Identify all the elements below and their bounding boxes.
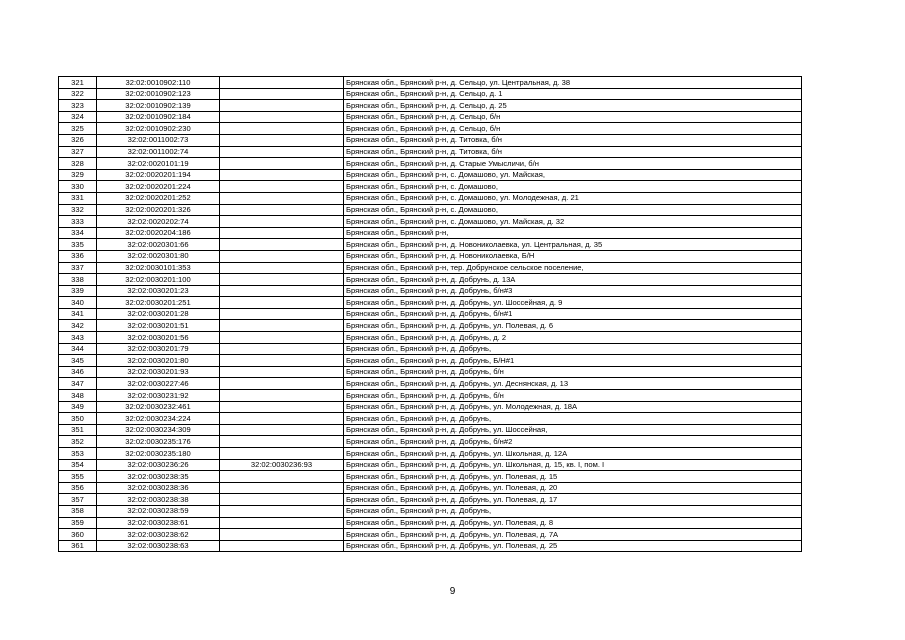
related-cadastral-number-cell [220,123,344,135]
address-cell: Брянская обл., Брянский р-н, д. Титовка, б/н [344,134,802,146]
related-cadastral-number-cell [220,343,344,355]
row-number-cell: 338 [59,274,97,286]
cadastral-number-cell: 32:02:0020204:186 [97,227,220,239]
address-cell: Брянская обл., Брянский р-н, д. Добрунь, д. 2 [344,332,802,344]
address-cell: Брянская обл., Брянский р-н, д. Старые Умысличи, б/н [344,158,802,170]
cadastral-number-cell: 32:02:0030201:56 [97,332,220,344]
related-cadastral-number-cell: 32:02:0030236:93 [220,459,344,471]
table-row [59,192,802,204]
related-cadastral-number-cell [220,239,344,251]
cadastral-number-cell: 32:02:0030201:251 [97,297,220,309]
address-cell: Брянская обл., Брянский р-н, д. Добрунь, [344,505,802,517]
address-cell: Брянская обл., Брянский р-н, д. Добрунь, д. 13А [344,274,802,286]
address-cell: Брянская обл., Брянский р-н, д. Добрунь, ул. Шоссейная, [344,424,802,436]
table-row [59,482,802,494]
row-number-cell: 335 [59,239,97,251]
row-number-cell: 354 [59,459,97,471]
row-number-cell: 353 [59,448,97,460]
related-cadastral-number-cell [220,274,344,286]
row-number-cell: 334 [59,227,97,239]
cadastral-number-cell: 32:02:0030238:61 [97,517,220,529]
cadastral-number-cell: 32:02:0030201:79 [97,343,220,355]
address-cell: Брянская обл., Брянский р-н, д. Сельцо, д. 25 [344,100,802,112]
related-cadastral-number-cell [220,482,344,494]
related-cadastral-number-cell [220,448,344,460]
address-cell: Брянская обл., Брянский р-н, д. Добрунь, ул. Деснянская, д. 13 [344,378,802,390]
address-cell: Брянская обл., Брянский р-н, д. Добрунь, ул. Полевая, д. 15 [344,471,802,483]
related-cadastral-number-cell [220,100,344,112]
related-cadastral-number-cell [220,146,344,158]
related-cadastral-number-cell [220,111,344,123]
related-cadastral-number-cell [220,517,344,529]
table-row [59,123,802,135]
cadastral-number-cell: 32:02:0030235:180 [97,448,220,460]
related-cadastral-number-cell [220,320,344,332]
row-number-cell: 344 [59,343,97,355]
related-cadastral-number-cell [220,390,344,402]
cadastral-number-cell: 32:02:0020301:66 [97,239,220,251]
cadastral-number-cell: 32:02:0020201:194 [97,169,220,181]
address-cell: Брянская обл., Брянский р-н, д. Новониколаевка, ул. Центральная, д. 35 [344,239,802,251]
row-number-cell: 350 [59,413,97,425]
row-number-cell: 325 [59,123,97,135]
cadastral-number-cell: 32:02:0030235:176 [97,436,220,448]
property-table [58,76,802,552]
row-number-cell: 341 [59,308,97,320]
row-number-cell: 321 [59,77,97,89]
address-cell: Брянская обл., Брянский р-н, д. Добрунь, б/н [344,366,802,378]
row-number-cell: 323 [59,100,97,112]
address-cell: Брянская обл., Брянский р-н, д. Добрунь, ул. Полевая, д. 7А [344,529,802,541]
row-number-cell: 361 [59,540,97,552]
row-number-cell: 357 [59,494,97,506]
address-cell: Брянская обл., Брянский р-н, д. Новониколаевка, Б/Н [344,250,802,262]
related-cadastral-number-cell [220,262,344,274]
table-row [59,436,802,448]
table-row [59,517,802,529]
address-cell: Брянская обл., Брянский р-н, [344,227,802,239]
cadastral-number-cell: 32:02:0030201:51 [97,320,220,332]
table-row [59,216,802,228]
table-row [59,366,802,378]
related-cadastral-number-cell [220,424,344,436]
table-row [59,111,802,123]
table-row [59,285,802,297]
table-row [59,332,802,344]
address-cell: Брянская обл., Брянский р-н, д. Добрунь, ул. Полевая, д. 6 [344,320,802,332]
page-number: 9 [449,586,456,597]
table-row [59,297,802,309]
address-cell: Брянская обл., Брянский р-н, д. Добрунь, б/н#1 [344,308,802,320]
related-cadastral-number-cell [220,436,344,448]
cadastral-number-cell: 32:02:0010902:230 [97,123,220,135]
table-row [59,227,802,239]
cadastral-number-cell: 32:02:0030201:28 [97,308,220,320]
property-table-body [59,77,802,552]
address-cell: Брянская обл., Брянский р-н, д. Добрунь, ул. Молодежная, д. 18А [344,401,802,413]
cadastral-number-cell: 32:02:0020201:326 [97,204,220,216]
cadastral-number-cell: 32:02:0030238:59 [97,505,220,517]
table-row [59,529,802,541]
address-cell: Брянская обл., Брянский р-н, с. Домашово, ул. Молодежная, д. 21 [344,192,802,204]
cadastral-number-cell: 32:02:0011002:73 [97,134,220,146]
address-cell: Брянская обл., Брянский р-н, с. Домашово, [344,181,802,193]
table-row [59,471,802,483]
row-number-cell: 351 [59,424,97,436]
related-cadastral-number-cell [220,540,344,552]
address-cell: Брянская обл., Брянский р-н, д. Добрунь, б/н [344,390,802,402]
table-row [59,448,802,460]
row-number-cell: 329 [59,169,97,181]
table-row [59,169,802,181]
cadastral-number-cell: 32:02:0030236:26 [97,459,220,471]
table-row [59,250,802,262]
row-number-cell: 349 [59,401,97,413]
row-number-cell: 328 [59,158,97,170]
row-number-cell: 332 [59,204,97,216]
address-cell: Брянская обл., Брянский р-н, д. Добрунь, б/н#2 [344,436,802,448]
address-cell: Брянская обл., Брянский р-н, д. Сельцо, б/н [344,111,802,123]
table-row [59,459,802,471]
row-number-cell: 359 [59,517,97,529]
table-row [59,308,802,320]
related-cadastral-number-cell [220,494,344,506]
row-number-cell: 327 [59,146,97,158]
address-cell: Брянская обл., Брянский р-н, д. Добрунь, ул. Полевая, д. 8 [344,517,802,529]
table-row [59,540,802,552]
address-cell: Брянская обл., Брянский р-н, д. Добрунь, ул. Шоссейная, д. 9 [344,297,802,309]
related-cadastral-number-cell [220,355,344,367]
row-number-cell: 340 [59,297,97,309]
cadastral-number-cell: 32:02:0020301:80 [97,250,220,262]
row-number-cell: 333 [59,216,97,228]
table-row [59,320,802,332]
row-number-cell: 342 [59,320,97,332]
row-number-cell: 358 [59,505,97,517]
address-cell: Брянская обл., Брянский р-н, д. Сельцо, ул. Центральная, д. 38 [344,77,802,89]
related-cadastral-number-cell [220,529,344,541]
related-cadastral-number-cell [220,169,344,181]
cadastral-number-cell: 32:02:0030234:224 [97,413,220,425]
address-cell: Брянская обл., Брянский р-н, д. Добрунь, [344,413,802,425]
related-cadastral-number-cell [220,250,344,262]
table-row [59,88,802,100]
related-cadastral-number-cell [220,413,344,425]
cadastral-number-cell: 32:02:0030201:23 [97,285,220,297]
cadastral-number-cell: 32:02:0030238:35 [97,471,220,483]
table-row [59,204,802,216]
cadastral-number-cell: 32:02:0030201:80 [97,355,220,367]
address-cell: Брянская обл., Брянский р-н, д. Добрунь, ул. Школьная, д. 15, кв. I, пом. I [344,459,802,471]
row-number-cell: 356 [59,482,97,494]
table-row [59,262,802,274]
table-row [59,413,802,425]
row-number-cell: 331 [59,192,97,204]
table-row [59,424,802,436]
related-cadastral-number-cell [220,192,344,204]
row-number-cell: 348 [59,390,97,402]
cadastral-number-cell: 32:02:0030201:93 [97,366,220,378]
address-cell: Брянская обл., Брянский р-н, д. Добрунь, [344,343,802,355]
related-cadastral-number-cell [220,366,344,378]
related-cadastral-number-cell [220,158,344,170]
address-cell: Брянская обл., Брянский р-н, д. Сельцо, б/н [344,123,802,135]
cadastral-number-cell: 32:02:0020101:19 [97,158,220,170]
address-cell: Брянская обл., Брянский р-н, д. Добрунь, ул. Полевая, д. 17 [344,494,802,506]
cadastral-number-cell: 32:02:0020201:224 [97,181,220,193]
cadastral-number-cell: 32:02:0030101:353 [97,262,220,274]
cadastral-number-cell: 32:02:0030231:92 [97,390,220,402]
table-row [59,239,802,251]
address-cell: Брянская обл., Брянский р-н, тер. Добрунское сельское поселение, [344,262,802,274]
row-number-cell: 346 [59,366,97,378]
cadastral-number-cell: 32:02:0010902:184 [97,111,220,123]
row-number-cell: 336 [59,250,97,262]
address-cell: Брянская обл., Брянский р-н, д. Добрунь, ул. Полевая, д. 25 [344,540,802,552]
table-row [59,274,802,286]
address-cell: Брянская обл., Брянский р-н, д. Добрунь, ул. Школьная, д. 12А [344,448,802,460]
address-cell: Брянская обл., Брянский р-н, с. Домашово, ул. Майская, [344,169,802,181]
cadastral-number-cell: 32:02:0030201:100 [97,274,220,286]
related-cadastral-number-cell [220,332,344,344]
address-cell: Брянская обл., Брянский р-н, с. Домашово, ул. Майская, д. 32 [344,216,802,228]
cadastral-number-cell: 32:02:0030238:38 [97,494,220,506]
table-row [59,494,802,506]
row-number-cell: 326 [59,134,97,146]
table-row [59,355,802,367]
cadastral-number-cell: 32:02:0010902:110 [97,77,220,89]
cadastral-number-cell: 32:02:0030238:36 [97,482,220,494]
cadastral-number-cell: 32:02:0030238:63 [97,540,220,552]
table-row [59,505,802,517]
address-cell: Брянская обл., Брянский р-н, д. Титовка, б/н [344,146,802,158]
related-cadastral-number-cell [220,505,344,517]
cadastral-number-cell: 32:02:0030232:461 [97,401,220,413]
cadastral-number-cell: 32:02:0030227:46 [97,378,220,390]
related-cadastral-number-cell [220,297,344,309]
table-row [59,146,802,158]
cadastral-number-cell: 32:02:0011002:74 [97,146,220,158]
row-number-cell: 322 [59,88,97,100]
cadastral-number-cell: 32:02:0010902:139 [97,100,220,112]
address-cell: Брянская обл., Брянский р-н, д. Добрунь, ул. Полевая, д. 20 [344,482,802,494]
row-number-cell: 343 [59,332,97,344]
row-number-cell: 324 [59,111,97,123]
row-number-cell: 330 [59,181,97,193]
table-row [59,100,802,112]
related-cadastral-number-cell [220,77,344,89]
related-cadastral-number-cell [220,216,344,228]
related-cadastral-number-cell [220,181,344,193]
table-row [59,134,802,146]
cadastral-number-cell: 32:02:0010902:123 [97,88,220,100]
cadastral-number-cell: 32:02:0030238:62 [97,529,220,541]
related-cadastral-number-cell [220,378,344,390]
row-number-cell: 345 [59,355,97,367]
table-row [59,77,802,89]
table-row [59,343,802,355]
related-cadastral-number-cell [220,88,344,100]
related-cadastral-number-cell [220,227,344,239]
table-row [59,158,802,170]
related-cadastral-number-cell [220,471,344,483]
related-cadastral-number-cell [220,308,344,320]
cadastral-number-cell: 32:02:0020202:74 [97,216,220,228]
related-cadastral-number-cell [220,285,344,297]
cadastral-number-cell: 32:02:0030234:309 [97,424,220,436]
address-cell: Брянская обл., Брянский р-н, д. Добрунь, Б/Н#1 [344,355,802,367]
related-cadastral-number-cell [220,204,344,216]
row-number-cell: 360 [59,529,97,541]
address-cell: Брянская обл., Брянский р-н, с. Домашово, [344,204,802,216]
table-row [59,401,802,413]
related-cadastral-number-cell [220,134,344,146]
row-number-cell: 347 [59,378,97,390]
related-cadastral-number-cell [220,401,344,413]
row-number-cell: 355 [59,471,97,483]
table-row [59,181,802,193]
table-row [59,378,802,390]
address-cell: Брянская обл., Брянский р-н, д. Добрунь, б/н#3 [344,285,802,297]
row-number-cell: 337 [59,262,97,274]
row-number-cell: 339 [59,285,97,297]
address-cell: Брянская обл., Брянский р-н, д. Сельцо, д. 1 [344,88,802,100]
row-number-cell: 352 [59,436,97,448]
table-row [59,390,802,402]
cadastral-number-cell: 32:02:0020201:252 [97,192,220,204]
